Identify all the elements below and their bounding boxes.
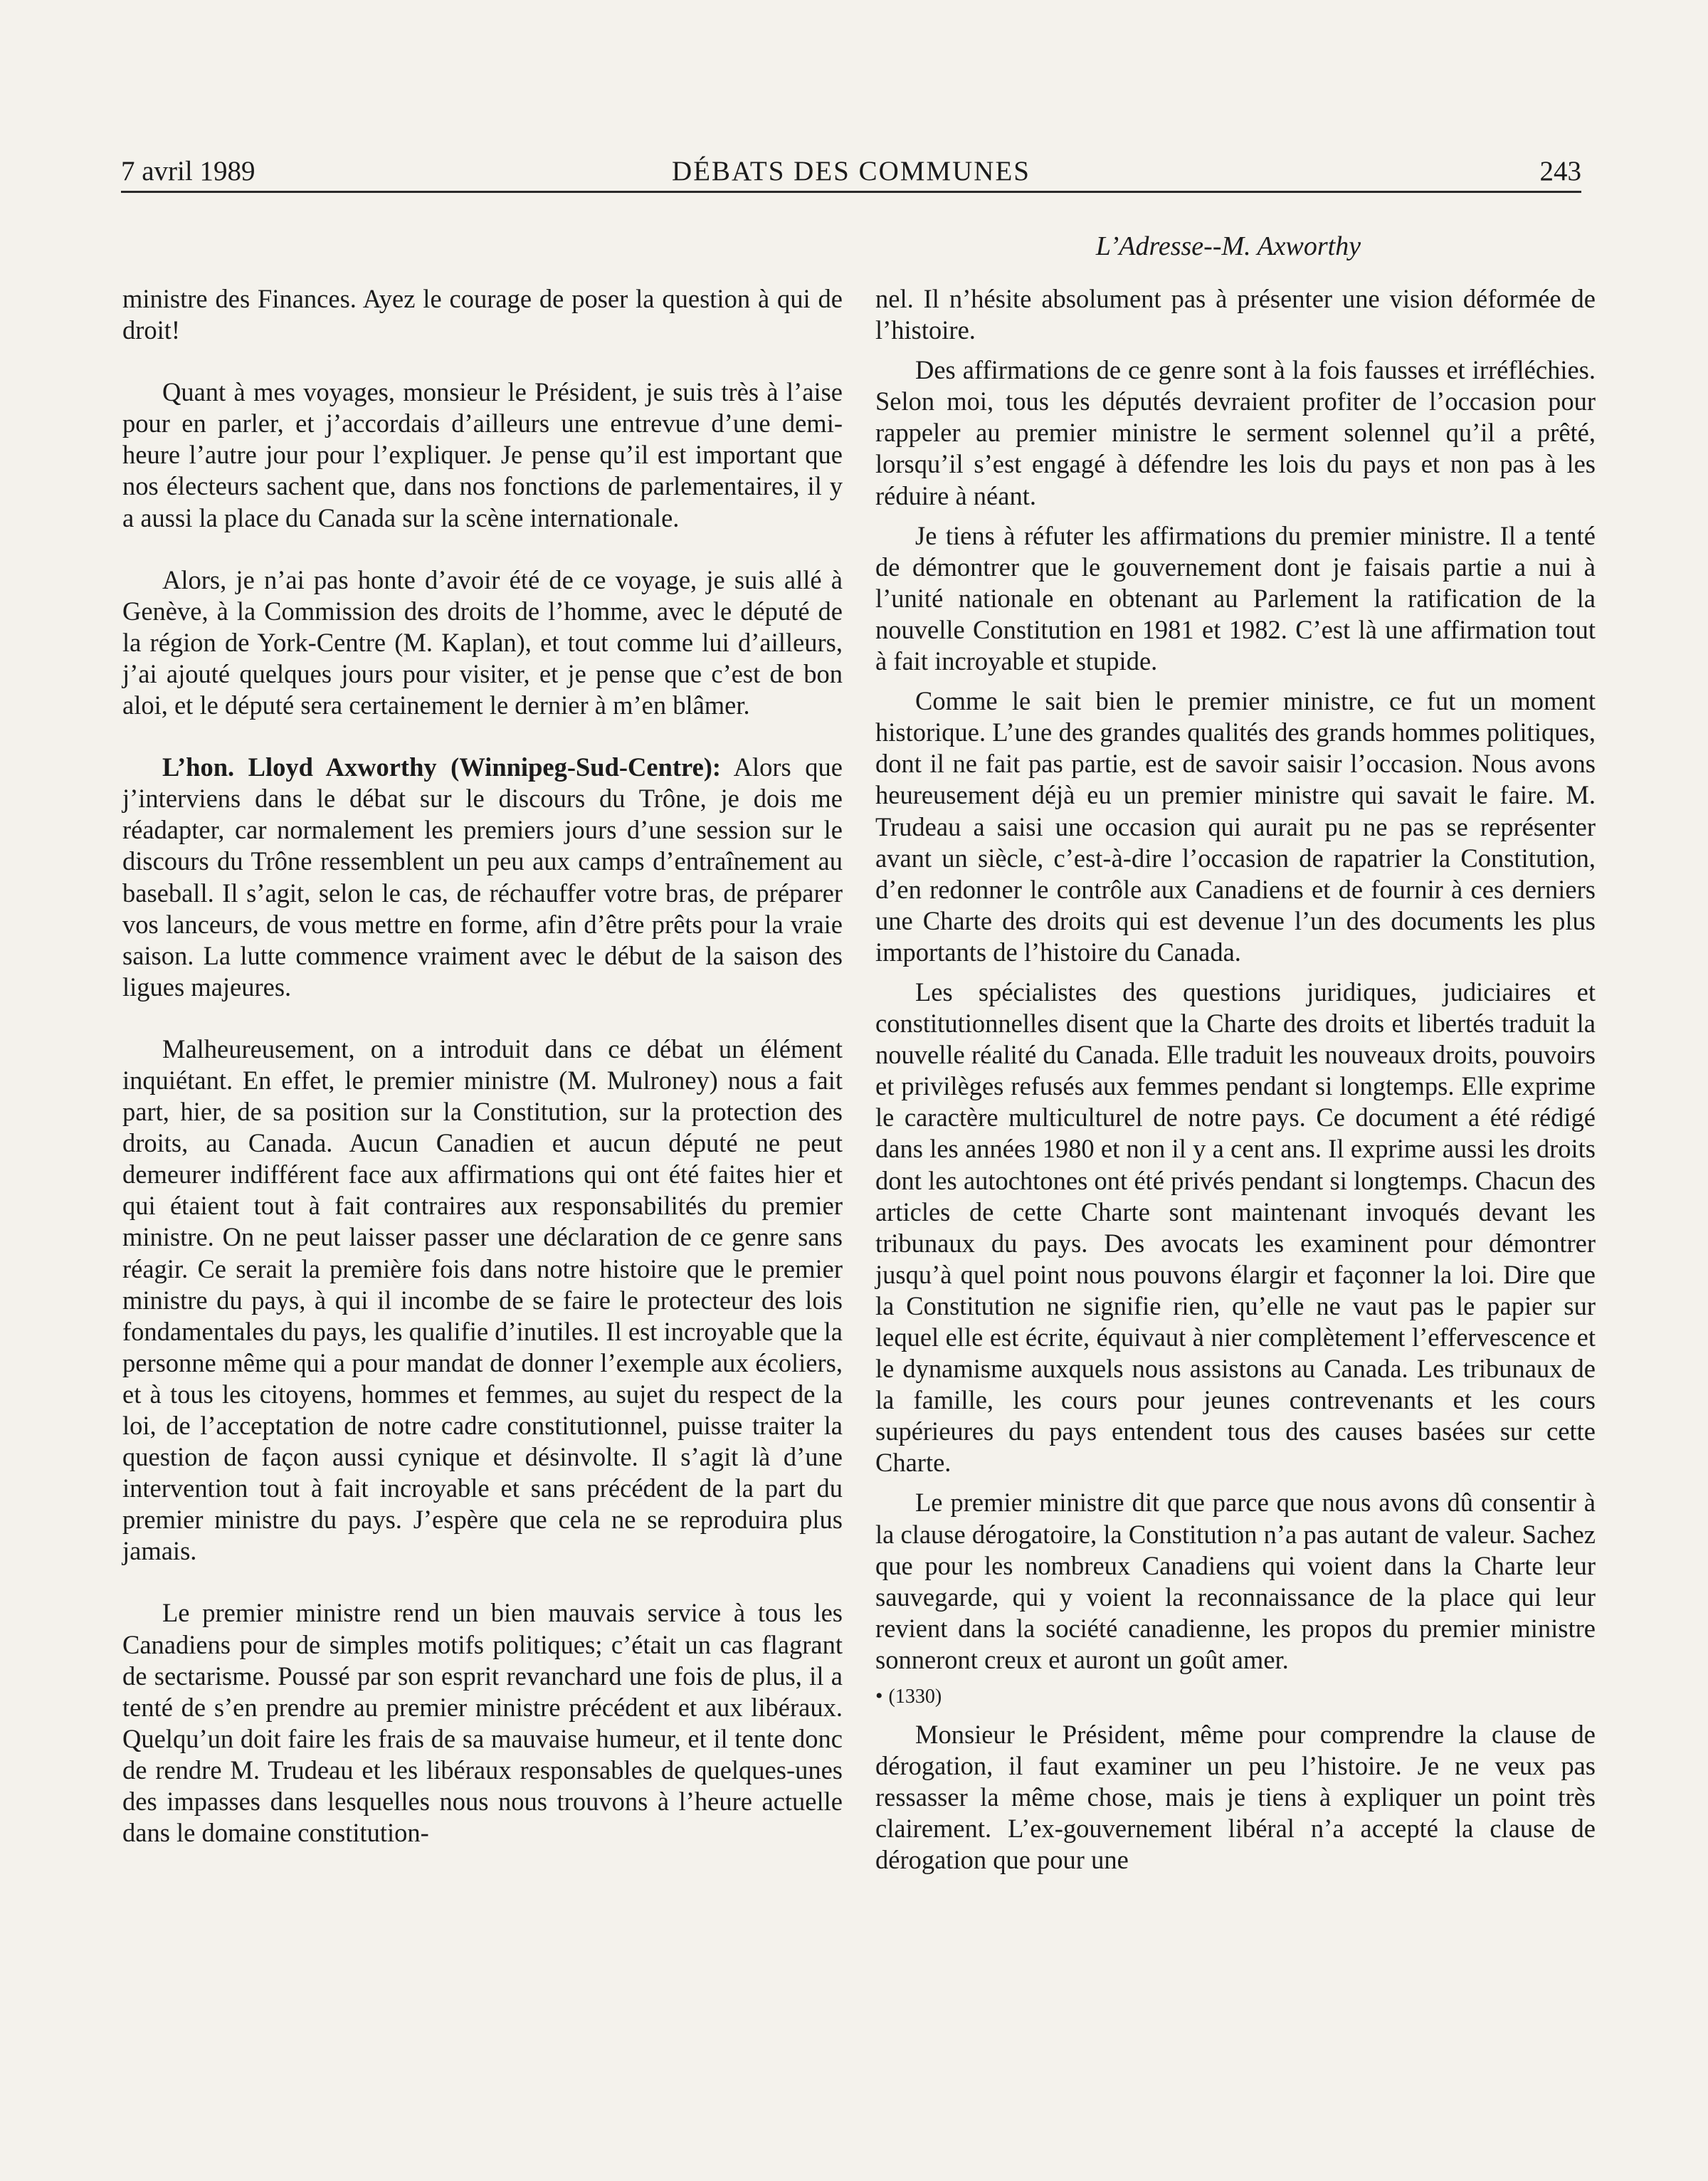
speaker-text: Alors que j’interviens dans le débat sur le discours du Trône, je dois me réadapter, car normalement les premiers jours d’une session sur le discours du Trône ressemblent un peu aux camps d’entraînement au baseball. Il s’agit, selon le cas, de réchauffer votre bras, de préparer vos lanceurs, de vous mettre en forme, afin d’être prêts pour la vraie saison. La lutte commence vraiment avec le début de la saison des ligues majeures. <box>122 752 843 1002</box>
left-column <box>122 283 843 1849</box>
header-date: 7 avril 1989 <box>121 156 255 186</box>
paragraph: nel. Il n’hésite absolument pas à présenter une vision déformée de l’histoire. <box>875 284 1596 345</box>
header-title: DÉBATS DES COMMUNES <box>672 156 1030 186</box>
paragraph: ministre des Finances. Ayez le courage de poser la question à qui de droit! <box>122 284 843 345</box>
paragraph: Malheureusement, on a introduit dans ce débat un élément inquiétant. En effet, le premier ministre (M. Mulroney) nous a fait part, hier, de sa position sur la Constitution, sur la protection des droits, au Canada. Aucun Canadien et aucun député ne peut demeurer indifférent face aux affirmations qui ont été faites hier et qui étaient tout à fait contraires aux responsabilités du premier ministre. On ne peut laisser passer une déclaration de ce genre sans réagir. Ce serait la première fois dans notre histoire que le premier ministre du pays, à qui il incombe de se faire le protecteur des lois fondamentales du pays, les qualifie d’inutiles. Il est incroyable que la personne même qui a pour mandat de donner l’exemple aux écoliers, et à tous les citoyens, hommes et femmes, au sujet du respect de la loi, de l’acceptation de notre cadre constitutionnel, puisse traiter la question de façon aussi cynique et désinvolte. Il s’agit là d’une intervention tout à fait incroyable et sans précédent de la part du premier ministre du pays. J’espère que cela ne se reproduira plus jamais. <box>122 1034 843 1566</box>
time-marker-text: (1330) <box>888 1686 942 1708</box>
header-rule <box>121 191 1581 193</box>
paragraph: Je tiens à réfuter les affirmations du premier ministre. Il a tenté de démontrer que le gouvernement dont je faisais partie a nui à l’unité nationale en obtenant au Parlement la ratification de la nouvelle Constitution en 1981 et 1982. C’est là une affirmation tout à fait incroyable et stupide. <box>875 520 1596 676</box>
bullet-icon: • <box>875 1684 883 1708</box>
paragraph: Comme le sait bien le premier ministre, ce fut un moment historique. L’une des grandes qualités des grands hommes politiques, dont il ne fait pas partie, est de savoir saisir l’occasion. Nous avons heureusement déjà eu un premier ministre qui savait le faire. M. Trudeau a saisi une occasion qui aurait pu ne pas se représenter avant un siècle, c’est-à-dire l’occasion de rapatrier la Constitution, d’en redonner le contrôle aux Canadiens et de fournir à ces derniers une Charte des droits qui est devenue l’un des documents les plus importants de l’histoire du Canada. <box>875 686 1596 967</box>
paragraph: Monsieur le Président, même pour comprendre la clause de dérogation, il faut examiner un peu l’histoire. Je ne veux pas ressasser la même chose, mais je tiens à expliquer un point très clairement. L’ex-gouvernement libéral n’a accepté la clause de dérogation que pour une <box>875 1720 1596 1875</box>
time-marker <box>875 1683 1596 1710</box>
paragraph: Le premier ministre dit que parce que nous avons dû consentir à la clause dérogatoire, la Constitution n’a pas autant de valeur. Sachez que pour les nombreux Canadiens qui voient dans la Charte leur sauvegarde, qui y voient la reconnaissance de la place qui leur revient dans la société canadienne, les propos du premier ministre sonneront creux et auront un goût amer. <box>875 1488 1596 1674</box>
right-column <box>875 283 1596 1876</box>
speaker-name: L’hon. Lloyd Axworthy (Winnipeg-Sud-Centre): <box>162 752 722 782</box>
section-heading: L’Adresse--M. Axworthy <box>1095 231 1361 261</box>
paragraph: Quant à mes voyages, monsieur le Président, je suis très à l’aise pour en parler, et j’accordais d’ailleurs une entrevue d’une demi-heure l’autre jour pour l’expliquer. Je pense qu’il est important que nos électeurs sachent que, dans nos fonctions de parlementaires, il y a aussi la place du Canada sur la scène internationale. <box>122 377 843 532</box>
paragraph: Des affirmations de ce genre sont à la fois fausses et irréfléchies. Selon moi, tous les députés devraient profiter de l’occasion pour rappeler au premier ministre le serment solennel qu’il a prêté, lorsqu’il s’est engagé à défendre les lois du pays et non pas à les réduire à néant. <box>875 355 1596 510</box>
paragraph: Les spécialistes des questions juridiques, judiciaires et constitutionnelles disent que la Charte des droits et libertés traduit la nouvelle réalité du Canada. Elle traduit les nouveaux droits, pouvoirs et privilèges refusés aux femmes pendant si longtemps. Elle exprime le caractère multiculturel de notre pays. Ce document a été rédigé dans les années 1980 et non il y a cent ans. Il exprime aussi les droits dont les autochtones ont été privés pendant si longtemps. Chacun des articles de cette Charte sont maintenant invoqués devant les tribunaux du pays. Des avocats les examinent pour démontrer jusqu’à quel point nous pouvons élargir et façonner la loi. Dire que la Constitution ne signifie rien, qu’elle ne vaut pas le papier sur lequel elle est écrite, équivaut à nier complètement l’effervescence et le dynamisme auxquels nous assistons au Canada. Les tribunaux de la famille, les cours pour jeunes contrevenants et les cours supérieures du pays entendent tous des causes basées sur cette Charte. <box>875 977 1596 1478</box>
paragraph: Le premier ministre rend un bien mauvais service à tous les Canadiens pour de simples motifs politiques; c’était un cas flagrant de sectarisme. Poussé par son esprit revanchard une fois de plus, il a tenté de s’en prendre au premier ministre précédent et aux libéraux. Quelqu’un doit faire les frais de sa mauvaise humeur, et il tente donc de rendre M. Trudeau et les libéraux responsables de quelques-unes des impasses dans lesquelles nous nous trouvons à l’heure actuelle dans le domaine constitution- <box>122 1598 843 1848</box>
page-number: 243 <box>1539 156 1581 186</box>
running-head <box>121 152 1581 191</box>
paragraph: Alors, je n’ai pas honte d’avoir été de ce voyage, je suis allé à Genève, à la Commission des droits de l’homme, avec le député de la région de York-Centre (M. Kaplan), et tout comme lui d’ailleurs, j’ai ajouté quelques jours pour visiter, et je pense que c’est de bon aloi, et le député sera certainement le dernier à m’en blâmer. <box>122 564 843 720</box>
speaker-paragraph <box>122 752 843 1003</box>
